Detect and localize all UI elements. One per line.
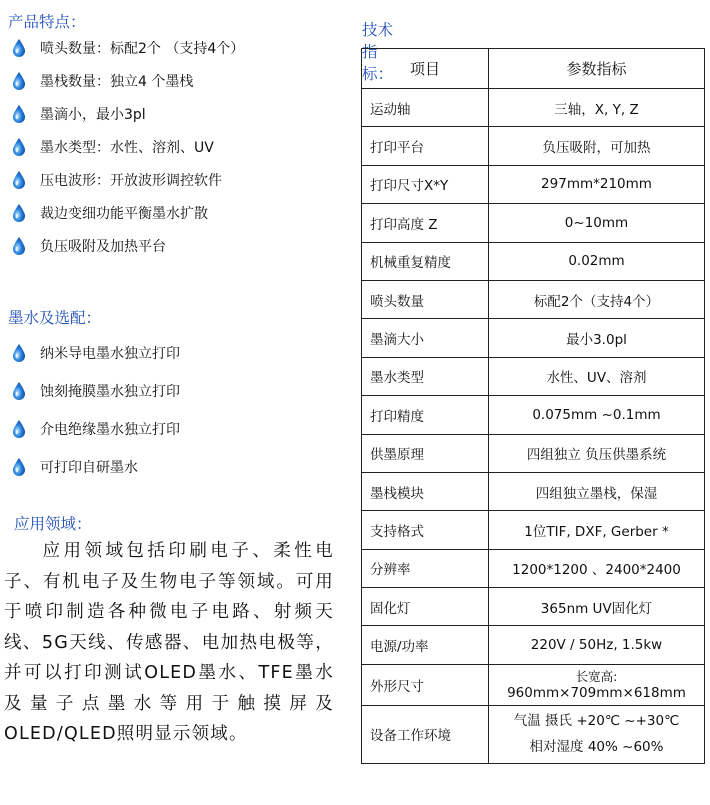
table-row: 支持格式 1位TIF, DXF, Gerber * xyxy=(362,511,705,549)
header-value: 参数指标 xyxy=(489,49,705,89)
table-row: 喷头数量 标配2个（支持4个） xyxy=(362,280,705,318)
list-item: 可打印自研墨水 xyxy=(8,448,343,486)
env-temperature: 气温 摄氏 +20℃ ~+30℃ xyxy=(513,713,680,730)
list-item: 纳米导电墨水独立打印 xyxy=(8,334,343,372)
table-row: 墨滴大小 最小3.0pl xyxy=(362,319,705,357)
table-row: 外形尺寸 长宽高: 960mm×709mm×618mm xyxy=(362,664,705,705)
table-row: 打印高度 Z 0~10mm xyxy=(362,204,705,242)
size-value: 960mm×709mm×618mm xyxy=(507,684,686,701)
water-drop-icon xyxy=(12,105,26,123)
table-row: 机械重复精度 0.02mm xyxy=(362,242,705,280)
water-drop-icon xyxy=(12,382,26,400)
water-drop-icon xyxy=(12,420,26,438)
water-drop-icon xyxy=(12,237,26,255)
water-drop-icon xyxy=(12,204,26,222)
table-row: 设备工作环境 气温 摄氏 +20℃ ~+30℃ 相对湿度 40% ~60% xyxy=(362,705,705,763)
specs-title: 技术指标： xyxy=(362,21,394,83)
features-title: 产品特点： xyxy=(8,13,86,31)
list-item: 介电绝缘墨水独立打印 xyxy=(8,410,343,448)
table-row: 墨栈模块 四组独立墨栈，保湿 xyxy=(362,472,705,510)
list-item: 墨栈数量：独立4 个墨栈 xyxy=(8,64,343,97)
table-row: 打印尺寸X*Y 297mm*210mm xyxy=(362,165,705,203)
size-label: 长宽高: xyxy=(575,668,618,684)
water-drop-icon xyxy=(12,458,26,476)
table-header xyxy=(362,49,705,89)
water-drop-icon xyxy=(12,344,26,362)
list-item: 墨滴小，最小3pl xyxy=(8,97,343,130)
water-drop-icon xyxy=(12,72,26,90)
table-row: 分辨率 1200*1200 、2400*2400 xyxy=(362,549,705,587)
features-list xyxy=(8,31,343,262)
list-item: 压电波形：开放波形调控软件 xyxy=(8,163,343,196)
water-drop-icon xyxy=(12,138,26,156)
table-row: 打印精度 0.075mm ~0.1mm xyxy=(362,396,705,434)
water-drop-icon xyxy=(12,171,26,189)
ink-list xyxy=(8,334,343,486)
spec-table xyxy=(361,48,705,764)
header-item: 项目 xyxy=(362,49,489,89)
table-row: 墨水类型 水性、UV、溶剂 xyxy=(362,357,705,395)
ink-title: 墨水及选配： xyxy=(8,309,102,327)
list-item: 喷头数量：标配2个 （支持4个） xyxy=(8,31,343,64)
list-item: 墨水类型：水性、溶剂、UV xyxy=(8,130,343,163)
list-item: 蚀刻掩膜墨水独立打印 xyxy=(8,372,343,410)
application-title: 应用领域： xyxy=(14,515,92,533)
table-row: 运动轴 三轴，X, Y, Z xyxy=(362,89,705,127)
env-humidity: 相对湿度 40% ~60% xyxy=(529,739,664,756)
water-drop-icon xyxy=(12,39,26,57)
table-row: 供墨原理 四组独立 负压供墨系统 xyxy=(362,434,705,472)
table-row: 打印平台 负压吸附，可加热 xyxy=(362,127,705,165)
list-item: 负压吸附及加热平台 xyxy=(8,229,343,262)
list-item: 裁边变细功能平衡墨水扩散 xyxy=(8,196,343,229)
application-paragraph: 应用领域包括印刷电子、柔性电子、有机电子及生物电子等领域。可用于喷印制造各种微电子电路、射频天线、5G天线、传感器、电加热电极等，并可以打印测试OLED墨水、TFE墨水及量子点墨水等用于触摸屏及OLED/QLED照明显示领域。 xyxy=(4,541,334,744)
table-row: 电源/功率 220V / 50Hz, 1.5kw xyxy=(362,626,705,664)
table-row: 固化灯 365nm UV固化灯 xyxy=(362,588,705,626)
